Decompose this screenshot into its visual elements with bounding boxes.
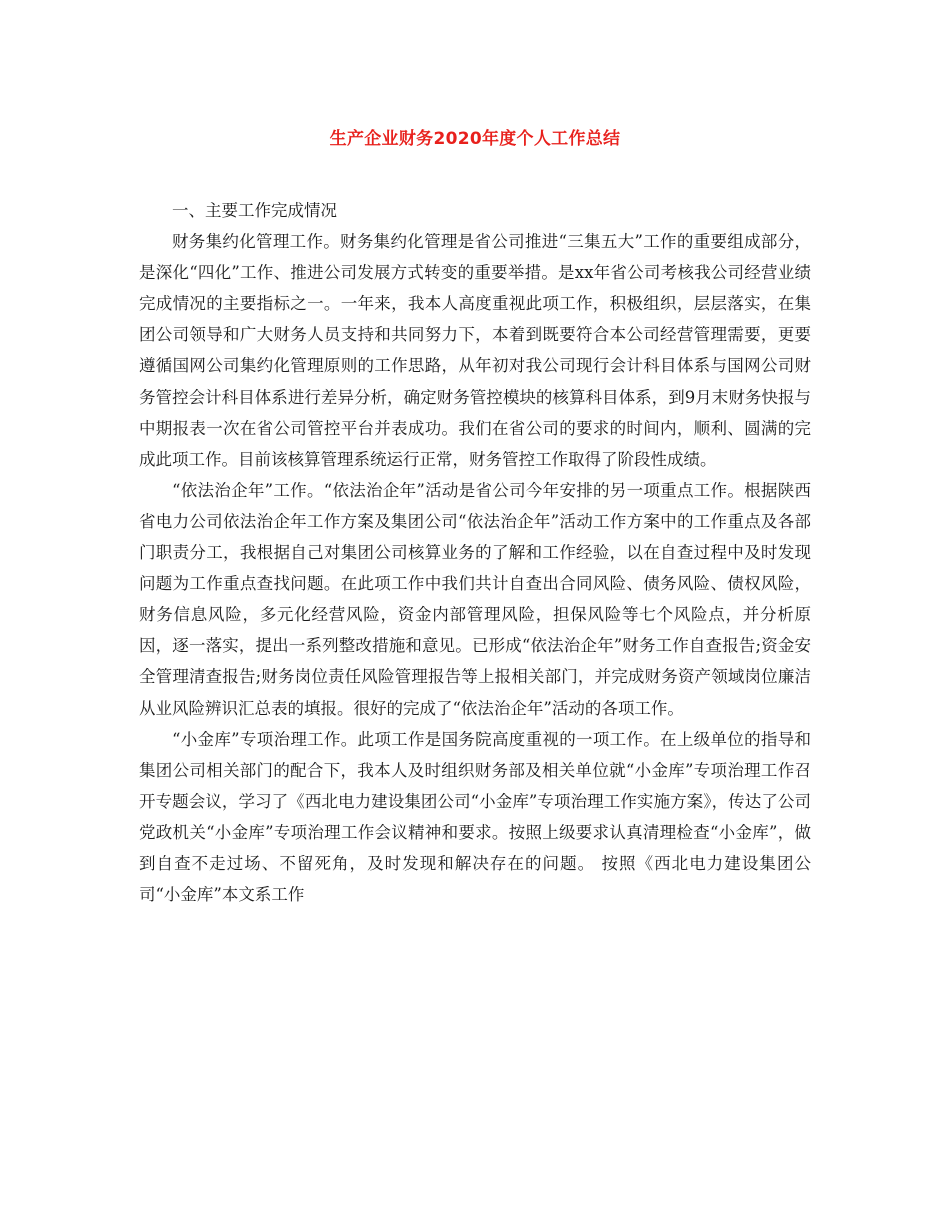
- paragraph-rule-of-law-year: “依法治企年”工作。“依法治企年”活动是省公司今年安排的另一项重点工作。根据陕西省电力公司依法治企年工作方案及集团公司“依法治企年”活动工作方案中的工作重点及各部门职责分工，我根据自己对集团公司核算业务的了解和工作经验，以在自查过程中及时发现问题为工作重点查找问题。在此项工作中我们共计自查出合同风险、债务风险、债权风险，财务信息风险，多元化经营风险，资金内部管理风险，担保风险等七个风险点，并分析原因，逐一落实，提出一系列整改措施和意见。已形成“依法治企年”财务工作自查报告;资金安全管理清查报告;财务岗位责任风险管理报告等上报相关部门，并完成财务资产领域岗位廉洁从业风险辨识汇总表的填报。很好的完成了“依法治企年”活动的各项工作。: [139, 480, 811, 718]
- document-body: [139, 195, 811, 910]
- section-heading: 一、主要工作完成情况: [172, 201, 337, 220]
- paragraph-small-treasury: “小金库”专项治理工作。此项工作是国务院高度重视的一项工作。在上级单位的指导和集团公司相关部门的配合下，我本人及时组织财务部及相关单位就“小金库”专项治理工作召开专题会议，学习了《西北电力建设集团公司“小金库”专项治理工作实施方案》，传达了公司党政机关“小金库”专项治理工作会议精神和要求。按照上级要求认真清理检查“小金库”，做到自查不走过场、不留死角，及时发现和解决存在的问题。 按照《西北电力建设集团公司“小金库”本文系工作: [139, 729, 811, 905]
- document-title: 生产企业财务2020年度个人工作总结: [329, 129, 621, 149]
- paragraph-financial-centralization: 财务集约化管理工作。财务集约化管理是省公司推进“三集五大”工作的重要组成部分，是深化“四化”工作、推进公司发展方式转变的重要举措。是xx年省公司考核我公司经营业绩完成情况的主要指标之一。一年来，我本人高度重视此项工作，积极组织，层层落实，在集团公司领导和广大财务人员支持和共同努力下，本着到既要符合本公司经营管理需要，更要遵循国网公司集约化管理原则的工作思路，从年初对我公司现行会计科目体系与国网公司财务管控会计科目体系进行差异分析，确定财务管控模块的核算科目体系，到9月末财务快报与中期报表一次在省公司管控平台并表成功。我们在省公司的要求的时间内，顺利、圆满的完成此项工作。目前该核算管理系统运行正常，财务管控工作取得了阶段性成绩。: [139, 232, 811, 469]
